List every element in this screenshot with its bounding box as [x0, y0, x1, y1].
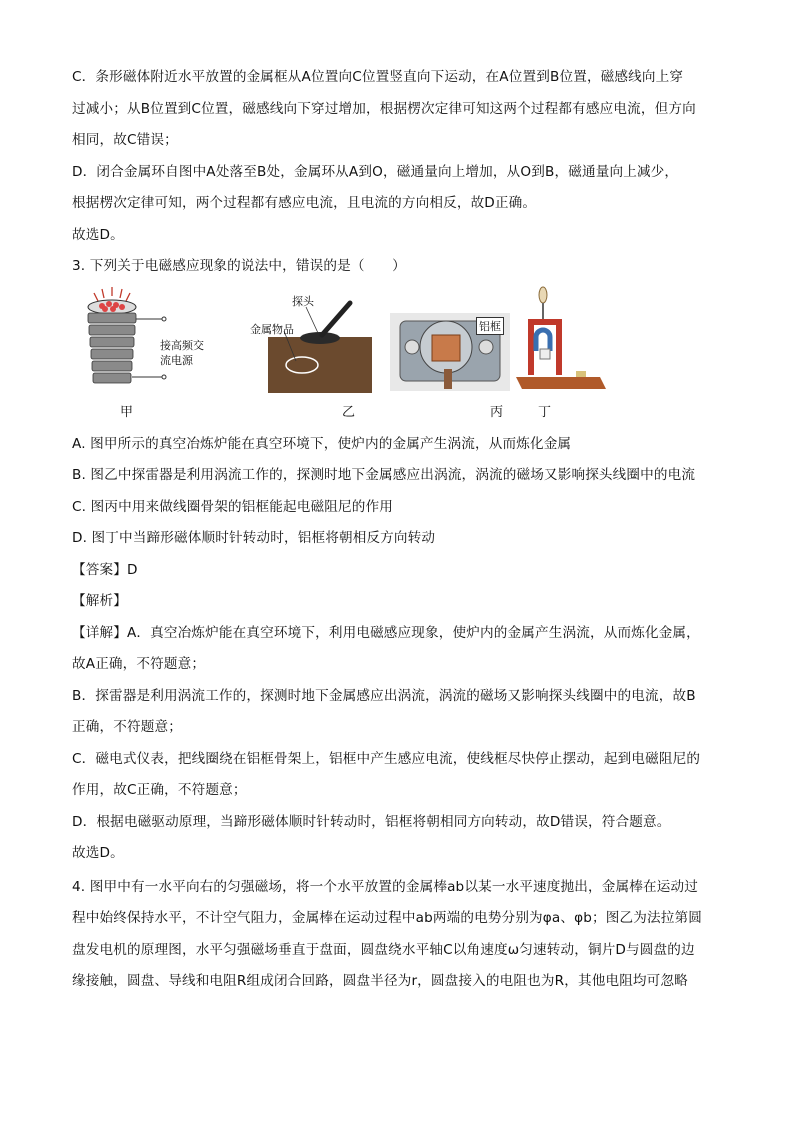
text-line: 故A正确，不符题意；: [72, 656, 206, 672]
probe-label: 探头: [292, 294, 314, 308]
text-line: D．闭合金属环自图中A处落至B处，金属环从A到O，磁通量向上增加，从O到B，磁通量向上减少，: [72, 163, 679, 180]
figure-caption: 甲: [120, 404, 134, 420]
text-line: 作用，故C正确，不符题意；: [72, 782, 247, 798]
text-line: B．探雷器是利用涡流工作的，探测时地下金属感应出涡流，涡流的磁场又影响探头线圈中的电流，故B: [72, 687, 696, 704]
text-line: 故选D。: [72, 845, 124, 861]
text-line: 盘发电机的原理图，水平匀强磁场垂直于盘面，圆盘绕水平轴C以角速度ω匀速转动，铜片D与圆盘的边: [72, 941, 695, 958]
text-line: 过减小；从B位置到C位置，磁感线向下穿过增加，根据楞次定律可知这两个过程都有感应电流，但方向: [72, 100, 696, 117]
power-label-line2: 流电源: [160, 353, 193, 367]
aluminum-frame-label: 铝框: [476, 317, 504, 335]
question-4-stem: [72, 872, 722, 998]
power-label-line1: 接高频交: [160, 338, 204, 352]
option-c: C. 图丙中用来做线圈骨架的铝框能起电磁阻尼的作用: [72, 498, 393, 515]
analysis-tag: 【解析】: [72, 593, 127, 609]
option-a: A. 图甲所示的真空冶炼炉能在真空环境下，使炉内的金属产生涡流，从而炼化金属: [72, 435, 572, 452]
figure-ding: [516, 285, 616, 425]
text-line: C．条形磁体附近水平放置的金属框从A位置向C位置竖直向下运动，在A位置到B位置，磁感线向上穿: [72, 69, 684, 85]
question-3-options: [72, 429, 722, 555]
text-line: 相同，故C错误；: [72, 132, 178, 148]
text-line: C．磁电式仪表，把线圈绕在铝框骨架上，铝框中产生感应电流，使线框尽快停止摆动，起到电磁阻尼的: [72, 750, 701, 767]
text-line: 正确，不符题意；: [72, 719, 182, 735]
figure-caption: 乙: [342, 404, 356, 420]
text-line: D．根据电磁驱动原理，当蹄形磁体顺时针转动时，铝框将朝相同方向转动，故D错误，符合题意。: [72, 813, 671, 830]
figure-jia: [74, 285, 224, 425]
text-line: 程中始终保持水平，不计空气阻力，金属棒在运动过程中ab两端的电势分别为φa、φb；图乙为法拉第圆: [72, 910, 702, 926]
text-line: 【详解】A．真空冶炼炉能在真空环境下，利用电磁感应现象，使炉内的金属产生涡流，从而炼化金属，: [72, 624, 700, 641]
figure-yi: [224, 285, 374, 425]
horseshoe-magnet-illustration: [516, 285, 616, 395]
text-line: 根据楞次定律可知，两个过程都有感应电流，且电流的方向相反，故D正确。: [72, 195, 537, 211]
answer-tag: 【答案】: [72, 561, 127, 578]
figure-bing: [390, 285, 510, 425]
text-line: 故选D。: [72, 226, 124, 243]
option-b: B. 图乙中探雷器是利用涡流工作的，探测时地下金属感应出涡流，涡流的磁场又影响探头线圈中的电流: [72, 467, 696, 483]
previous-answer-block: [72, 62, 722, 283]
metal-object-label: 金属物品: [250, 322, 294, 336]
question-3-figures: [72, 285, 722, 425]
analysis-block: [72, 618, 722, 870]
figure-caption: 丙: [490, 404, 504, 420]
document-page: [72, 62, 722, 998]
question-3-stem: 3. 下列关于电磁感应现象的说法中，错误的是（ ）: [72, 258, 406, 274]
answer-line: [72, 555, 722, 587]
option-d: D. 图丁中当蹄形磁体顺时针转动时，铝框将朝相反方向转动: [72, 530, 436, 546]
figure-caption: 丁: [538, 404, 552, 420]
text-line: 缘接触，圆盘、导线和电阻R组成闭合回路，圆盘半径为r，圆盘接入的电阻也为R，其他电阻均可忽略: [72, 973, 688, 989]
text-line: 4. 图甲中有一水平向右的匀强磁场，将一个水平放置的金属棒ab以某一水平速度抛出，金属棒在运动过: [72, 878, 698, 895]
galvanometer-illustration: [390, 285, 510, 395]
answer-value: D: [126, 561, 138, 578]
